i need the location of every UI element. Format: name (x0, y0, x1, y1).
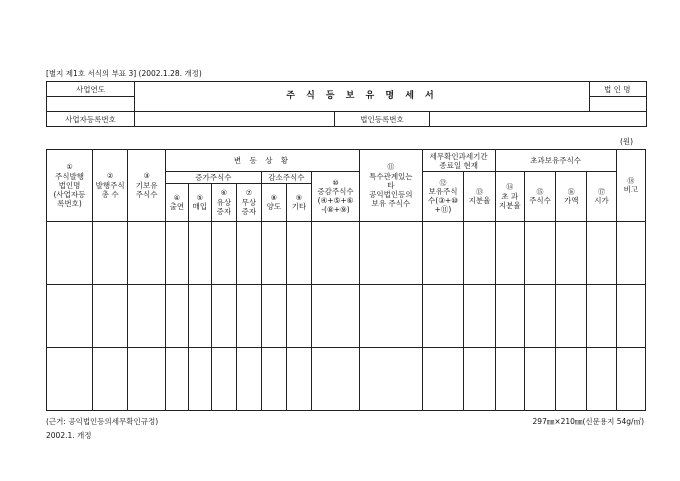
col-holding: ⑫ 보유주식 수(③+⑩ +⑪) (422, 172, 464, 222)
col-free-increase: ⑦ 무상 증자 (236, 184, 261, 222)
form-header-note: [별지 제1호 서식의 부표 3] (2002.1.28. 개정) (46, 69, 202, 78)
biz-reg-no-label: 사업자등록번호 (47, 112, 135, 127)
col-net-change: ⑩ 증감주식수 (④+⑤+⑥ -(⑧+⑨) (311, 172, 359, 222)
excess-header: 초과보유주식수 (495, 150, 616, 172)
tax-period-header: 세무확인과세기간 종료일 현재 (422, 150, 495, 172)
col-purchase: ⑤ 매입 (188, 184, 211, 222)
footer-basis: (근거: 공익법인등의세무확인규정) (46, 417, 159, 426)
table-row[interactable] (47, 285, 646, 348)
biz-reg-no-value[interactable] (135, 112, 335, 127)
shareholding-table (46, 149, 646, 411)
col-other: ⑨ 기타 (286, 184, 311, 222)
col-contribution: ④ 출연 (165, 184, 188, 222)
footer-revision: 2002.1. 개정 (46, 431, 92, 440)
corp-name-label: 법 인 명 (590, 82, 647, 97)
form-title: 주 식 등 보 유 명 세 서 (135, 82, 590, 112)
col-total-issued: ② 발행주식 총 수 (92, 150, 127, 222)
col-excess-value: ⑯ 가액 (556, 172, 587, 222)
business-year-label: 사업연도 (47, 82, 135, 97)
table-row[interactable] (47, 348, 646, 411)
corp-reg-no-value[interactable] (430, 112, 647, 127)
col-excess-shares: ⑮ 주식수 (524, 172, 555, 222)
unit-label: (원) (620, 137, 634, 146)
col-market-price: ⑰ 시가 (587, 172, 616, 222)
increase-header: 증가주식수 (165, 172, 261, 184)
col-prior-held: ③ 기보유 주식수 (128, 150, 166, 222)
col-paid-increase: ⑥ 유상 증자 (211, 184, 236, 222)
col-excess-ratio: ⑭ 초 과 지분율 (495, 172, 524, 222)
col-share-ratio: ⑬ 지분율 (464, 172, 495, 222)
col-related-held: ⑪ 특수관계있는 타 공익법인등의 보유 주식수 (360, 150, 423, 222)
corp-name-value[interactable] (590, 97, 647, 112)
change-status-header: 변 동 상 황 (165, 150, 359, 172)
col-transfer: ⑧ 양도 (261, 184, 286, 222)
top-info-table (46, 81, 647, 127)
decrease-header: 감소주식수 (261, 172, 311, 184)
table-row[interactable] (47, 222, 646, 285)
business-year-value[interactable] (47, 97, 135, 112)
col-remarks: ⑱ 비고 (616, 150, 645, 222)
footer-paper-size: 297㎜×210㎜(신문용지 54g/㎡) (532, 417, 644, 426)
col-issuer-name: ① 주식발행 법인명 (사업자등 록번호) (47, 150, 93, 222)
corp-reg-no-label: 법인등록번호 (335, 112, 430, 127)
